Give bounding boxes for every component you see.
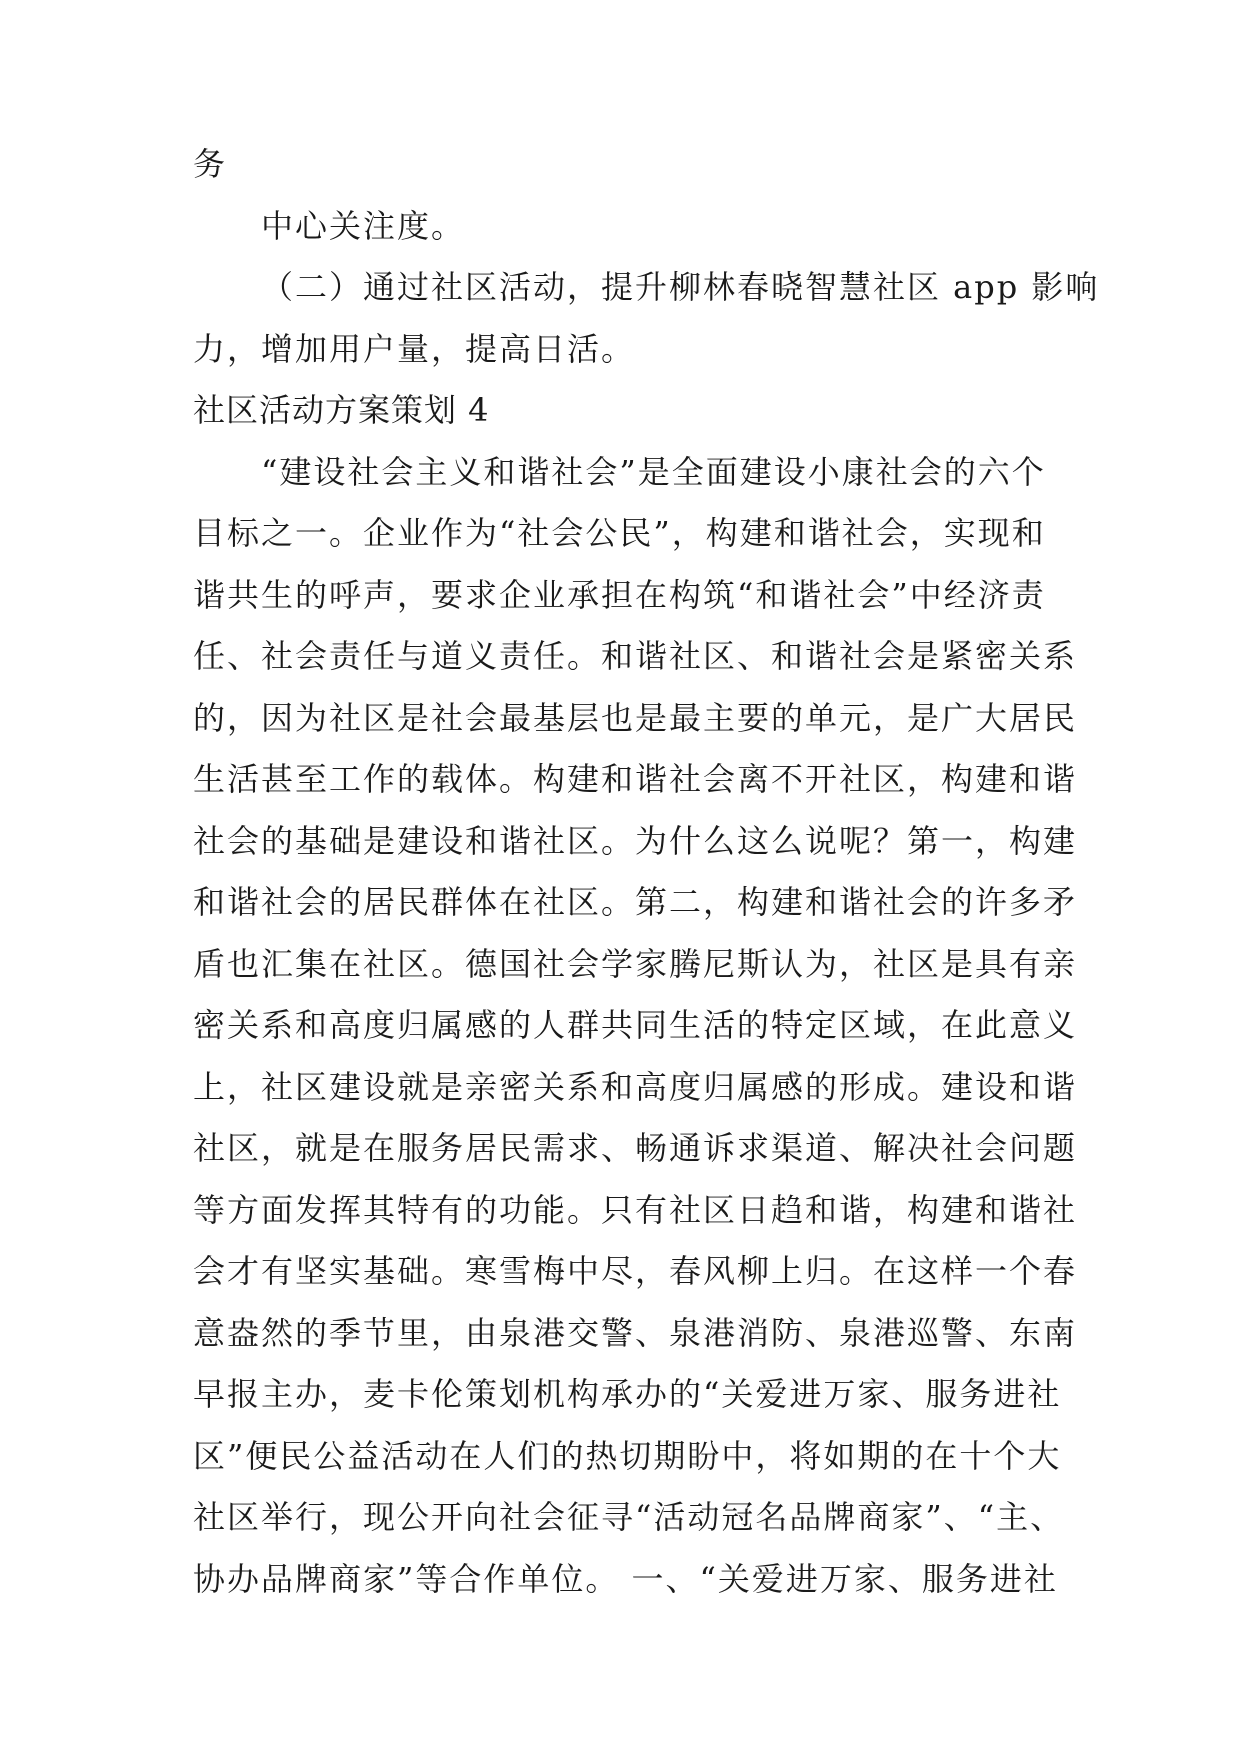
text-line: 任、社会责任与道义责任。和谐社区、和谐社会是紧密关系: [193, 637, 1078, 675]
text-line: 社区，就是在服务居民需求、畅通诉求渠道、解决社会问题: [193, 1129, 1078, 1167]
section-heading: 社区活动方案策划 4: [193, 391, 490, 429]
text-line: 会才有坚实基础。寒雪梅中尽，春风柳上归。在这样一个春: [193, 1252, 1078, 1290]
text-line: 谐共生的呼声，要求企业承担在构筑“和谐社会”中经济责: [193, 575, 1046, 614]
text-line: 力，增加用户量，提高日活。: [193, 329, 636, 368]
text-line: 中心关注度。: [261, 206, 466, 245]
text-line: 盾也汇集在社区。德国社会学家腾尼斯认为，社区是具有亲: [193, 944, 1078, 983]
text-line: 社会的基础是建设和谐社区。为什么这么说呢？第一，构建: [193, 821, 1078, 860]
text-line: 的，因为社区是社会最基层也是最主要的单元，是广大居民: [193, 698, 1078, 737]
text-line: 区”便民公益活动在人们的热切期盼中，将如期的在十个大: [193, 1436, 1062, 1475]
document-body: [193, 134, 1100, 1610]
text-line: 和谐社会的居民群体在社区。第二，构建和谐社会的许多矛: [193, 883, 1078, 921]
text-line: 生活甚至工作的载体。构建和谐社会离不开社区，构建和谐: [193, 760, 1078, 798]
text-line: 目标之一。企业作为“社会公民”，构建和谐社会，实现和: [193, 514, 1046, 552]
text-line: 务: [193, 145, 228, 183]
text-line: 社区举行，现公开向社会征寻“活动冠名品牌商家”、“主、: [193, 1498, 1065, 1536]
text-line: 上，社区建设就是亲密关系和高度归属感的形成。建设和谐: [193, 1067, 1078, 1106]
text-line: “建设社会主义和谐社会”是全面建设小康社会的六个: [261, 452, 1046, 491]
text-line: 意盎然的季节里，由泉港交警、泉港消防、泉港巡警、东南: [193, 1313, 1078, 1352]
text-line: 早报主办，麦卡伦策划机构承办的“关爱进万家、服务进社: [193, 1375, 1062, 1413]
text-line: （二）通过社区活动，提升柳林春晓智慧社区 app 影响: [261, 268, 1100, 306]
text-line: 协办品牌商家”等合作单位。 一、“关爱进万家、服务进社: [193, 1559, 1058, 1598]
text-line: 密关系和高度归属感的人群共同生活的特定区域，在此意义: [193, 1006, 1078, 1044]
text-line: 等方面发挥其特有的功能。只有社区日趋和谐，构建和谐社: [193, 1190, 1078, 1229]
